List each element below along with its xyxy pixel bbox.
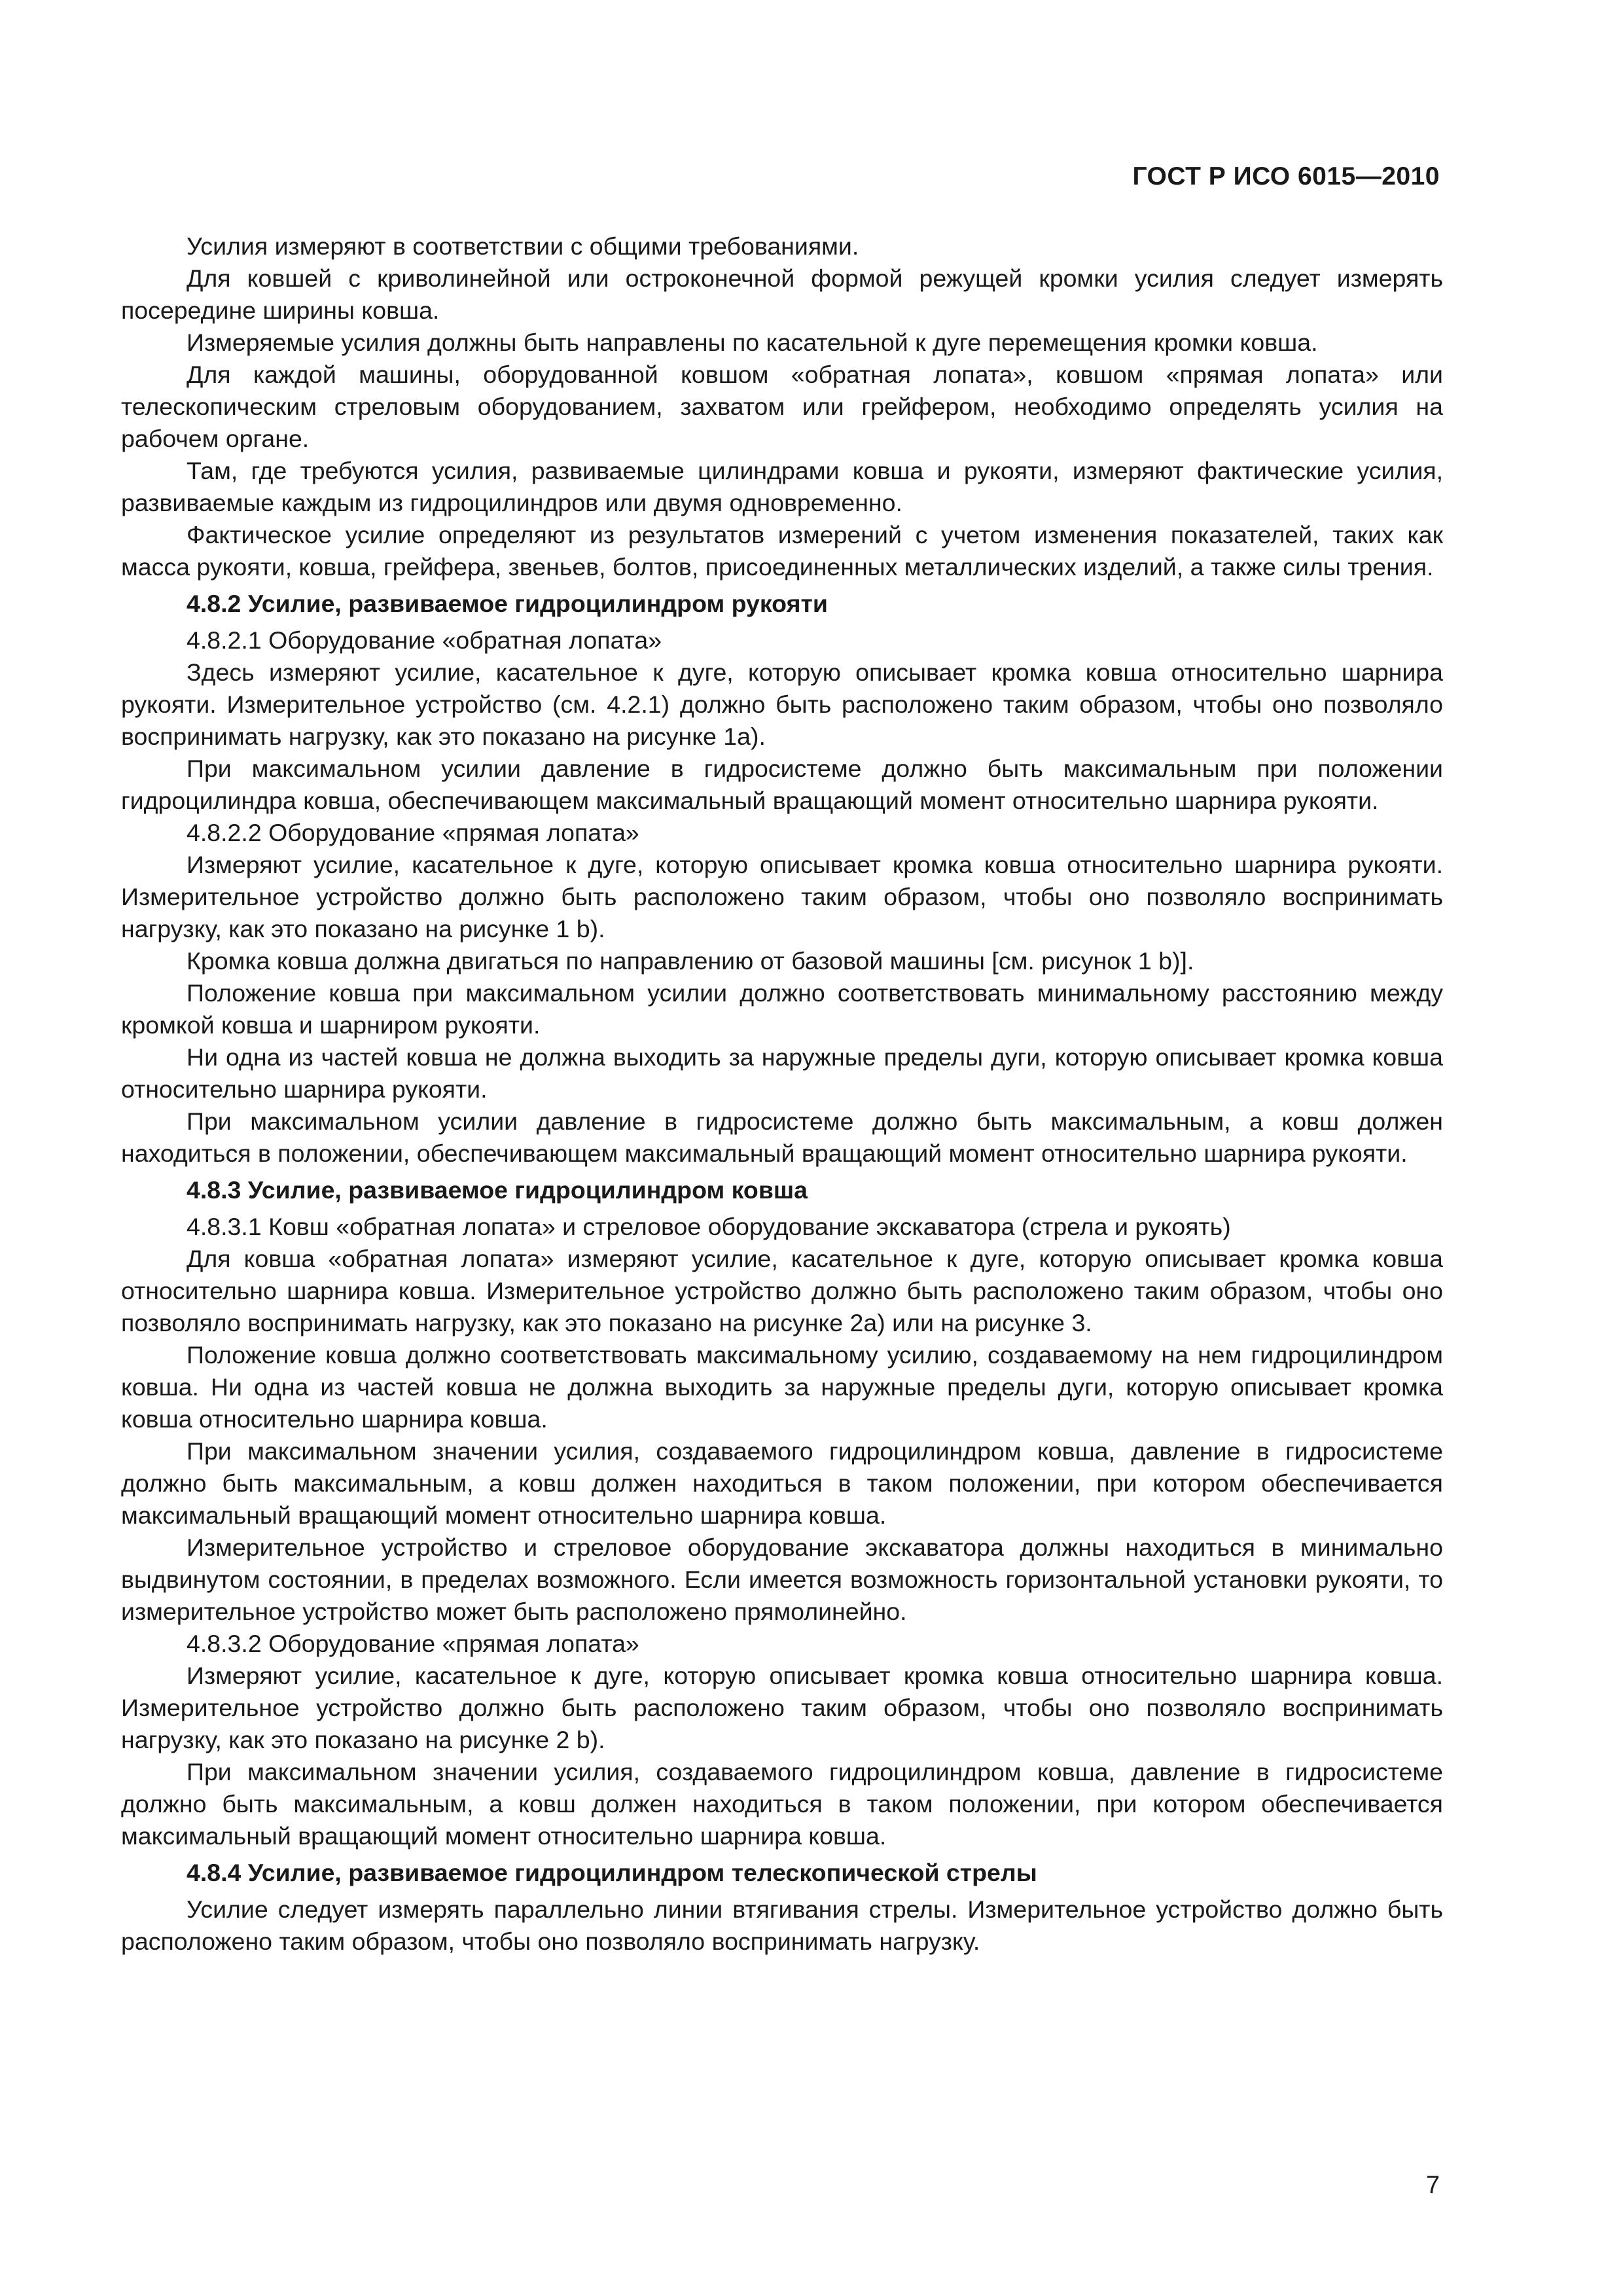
section-heading: 4.8.3 Усилие, развиваемое гидроцилиндром ковша [187, 1176, 808, 1204]
subsection-title: 4.8.2.2 Оборудование «прямая лопата» [187, 819, 639, 846]
section-heading: 4.8.2 Усилие, развиваемое гидроцилиндром рукояти [187, 590, 828, 617]
page-number: 7 [1425, 2172, 1440, 2199]
paragraph: Измеряемые усилия должны быть направлены по касательной к дуге перемещения кромки ковша. [187, 329, 1318, 356]
document-header: ГОСТ Р ИСО 6015—2010 [1132, 162, 1440, 190]
paragraph: При максимальном усилии давление в гидросистеме должно быть максимальным при положении гидроцилиндра ковша, обеспечивающем максимальный вращающий момент относительно шарнира рукояти. [121, 755, 1443, 814]
subsection-title: 4.8.2.1 Оборудование «обратная лопата» [187, 626, 662, 654]
paragraph: Усилия измеряют в соответствии с общими требованиями. [187, 232, 859, 260]
paragraph: При максимальном значении усилия, создаваемого гидроцилиндром ковша, давление в гидросистеме должно быть максимальным, а ковш должен находиться в таком положении, при котором обеспечивается максимальный вращающий момент относительно шарнира ковша. [121, 1758, 1443, 1850]
document-body [121, 230, 1443, 1958]
paragraph: Здесь измеряют усилие, касательное к дуге, которую описывает кромка ковша относительно шарнира рукояти. Измерительное устройство (см. 4.2.1) должно быть расположено таким образом, чтобы оно позволяло воспринимать нагрузку, как это показано на рисунке 1а). [121, 658, 1443, 750]
paragraph: Для ковша «обратная лопата» измеряют усилие, касательное к дуге, которую описывает кромка ковша относительно шарнира ковша. Измерительное устройство должно быть расположено таким образом, чтобы оно позволяло воспринимать нагрузку, как это показано на рисунке 2а) или на рисунке 3. [121, 1245, 1443, 1336]
paragraph: Там, где требуются усилия, развиваемые цилиндрами ковша и рукояти, измеряют фактические усилия, развиваемые каждым из гидроцилиндров или двумя одновременно. [121, 457, 1443, 516]
paragraph: Фактическое усилие определяют из результатов измерений с учетом изменения показателей, таких как масса рукояти, ковша, грейфера, звеньев, болтов, присоединенных металлических изделий, а также силы трения. [121, 521, 1443, 581]
paragraph: Измерительное устройство и стреловое оборудование экскаватора должны находиться в минимально выдвинутом состоянии, в пределах возможного. Если имеется возможность горизонтальной установки рукояти, то измерительное устройство может быть расположено прямолинейно. [121, 1534, 1443, 1625]
paragraph: Усилие следует измерять параллельно линии втягивания стрелы. Измерительное устройство должно быть расположено таким образом, чтобы оно позволяло воспринимать нагрузку. [121, 1895, 1443, 1955]
paragraph: Ни одна из частей ковша не должна выходить за наружные пределы дуги, которую описывает кромка ковша относительно шарнира рукояти. [121, 1043, 1443, 1103]
subsection-title: 4.8.3.1 Ковш «обратная лопата» и стреловое оборудование экскаватора (стрела и рукоять) [187, 1213, 1231, 1240]
paragraph: При максимальном усилии давление в гидросистеме должно быть максимальным, а ковш должен находиться в положении, обеспечивающем максимальный вращающий момент относительно шарнира рукояти. [121, 1107, 1443, 1167]
paragraph: При максимальном значении усилия, создаваемого гидроцилиндром ковша, давление в гидросистеме должно быть максимальным, а ковш должен находиться в таком положении, при котором обеспечивается максимальный вращающий момент относительно шарнира ковша. [121, 1437, 1443, 1529]
subsection-title: 4.8.3.2 Оборудование «прямая лопата» [187, 1630, 639, 1657]
paragraph: Положение ковша при максимальном усилии должно соответствовать минимальному расстоянию между кромкой ковша и шарниром рукояти. [121, 979, 1443, 1039]
paragraph: Измеряют усилие, касательное к дуге, которую описывает кромка ковша относительно шарнира ковша. Измерительное устройство должно быть расположено таким образом, чтобы оно позволяло воспринимать нагрузку, как это показано на рисунке 2 b). [121, 1662, 1443, 1753]
paragraph: Для ковшей с криволинейной или остроконечной формой режущей кромки усилия следует измерять посередине ширины ковша. [121, 264, 1443, 324]
section-heading: 4.8.4 Усилие, развиваемое гидроцилиндром телескопической стрелы [187, 1859, 1037, 1886]
paragraph: Положение ковша должно соответствовать максимальному усилию, создаваемому на нем гидроцилиндром ковша. Ни одна из частей ковша не должна выходить за наружные пределы дуги, которую описывает кромка ковша относительно шарнира ковша. [121, 1341, 1443, 1433]
paragraph: Измеряют усилие, касательное к дуге, которую описывает кромка ковша относительно шарнира рукояти. Измерительное устройство должно быть расположено таким образом, чтобы оно позволяло воспринимать нагрузку, как это показано на рисунке 1 b). [121, 851, 1443, 942]
paragraph: Для каждой машины, оборудованной ковшом «обратная лопата», ковшом «прямая лопата» или телескопическим стреловым оборудованием, захватом или грейфером, необходимо определять усилия на рабочем органе. [121, 361, 1443, 452]
paragraph: Кромка ковша должна двигаться по направлению от базовой машины [см. рисунок 1 b)]. [187, 947, 1194, 975]
